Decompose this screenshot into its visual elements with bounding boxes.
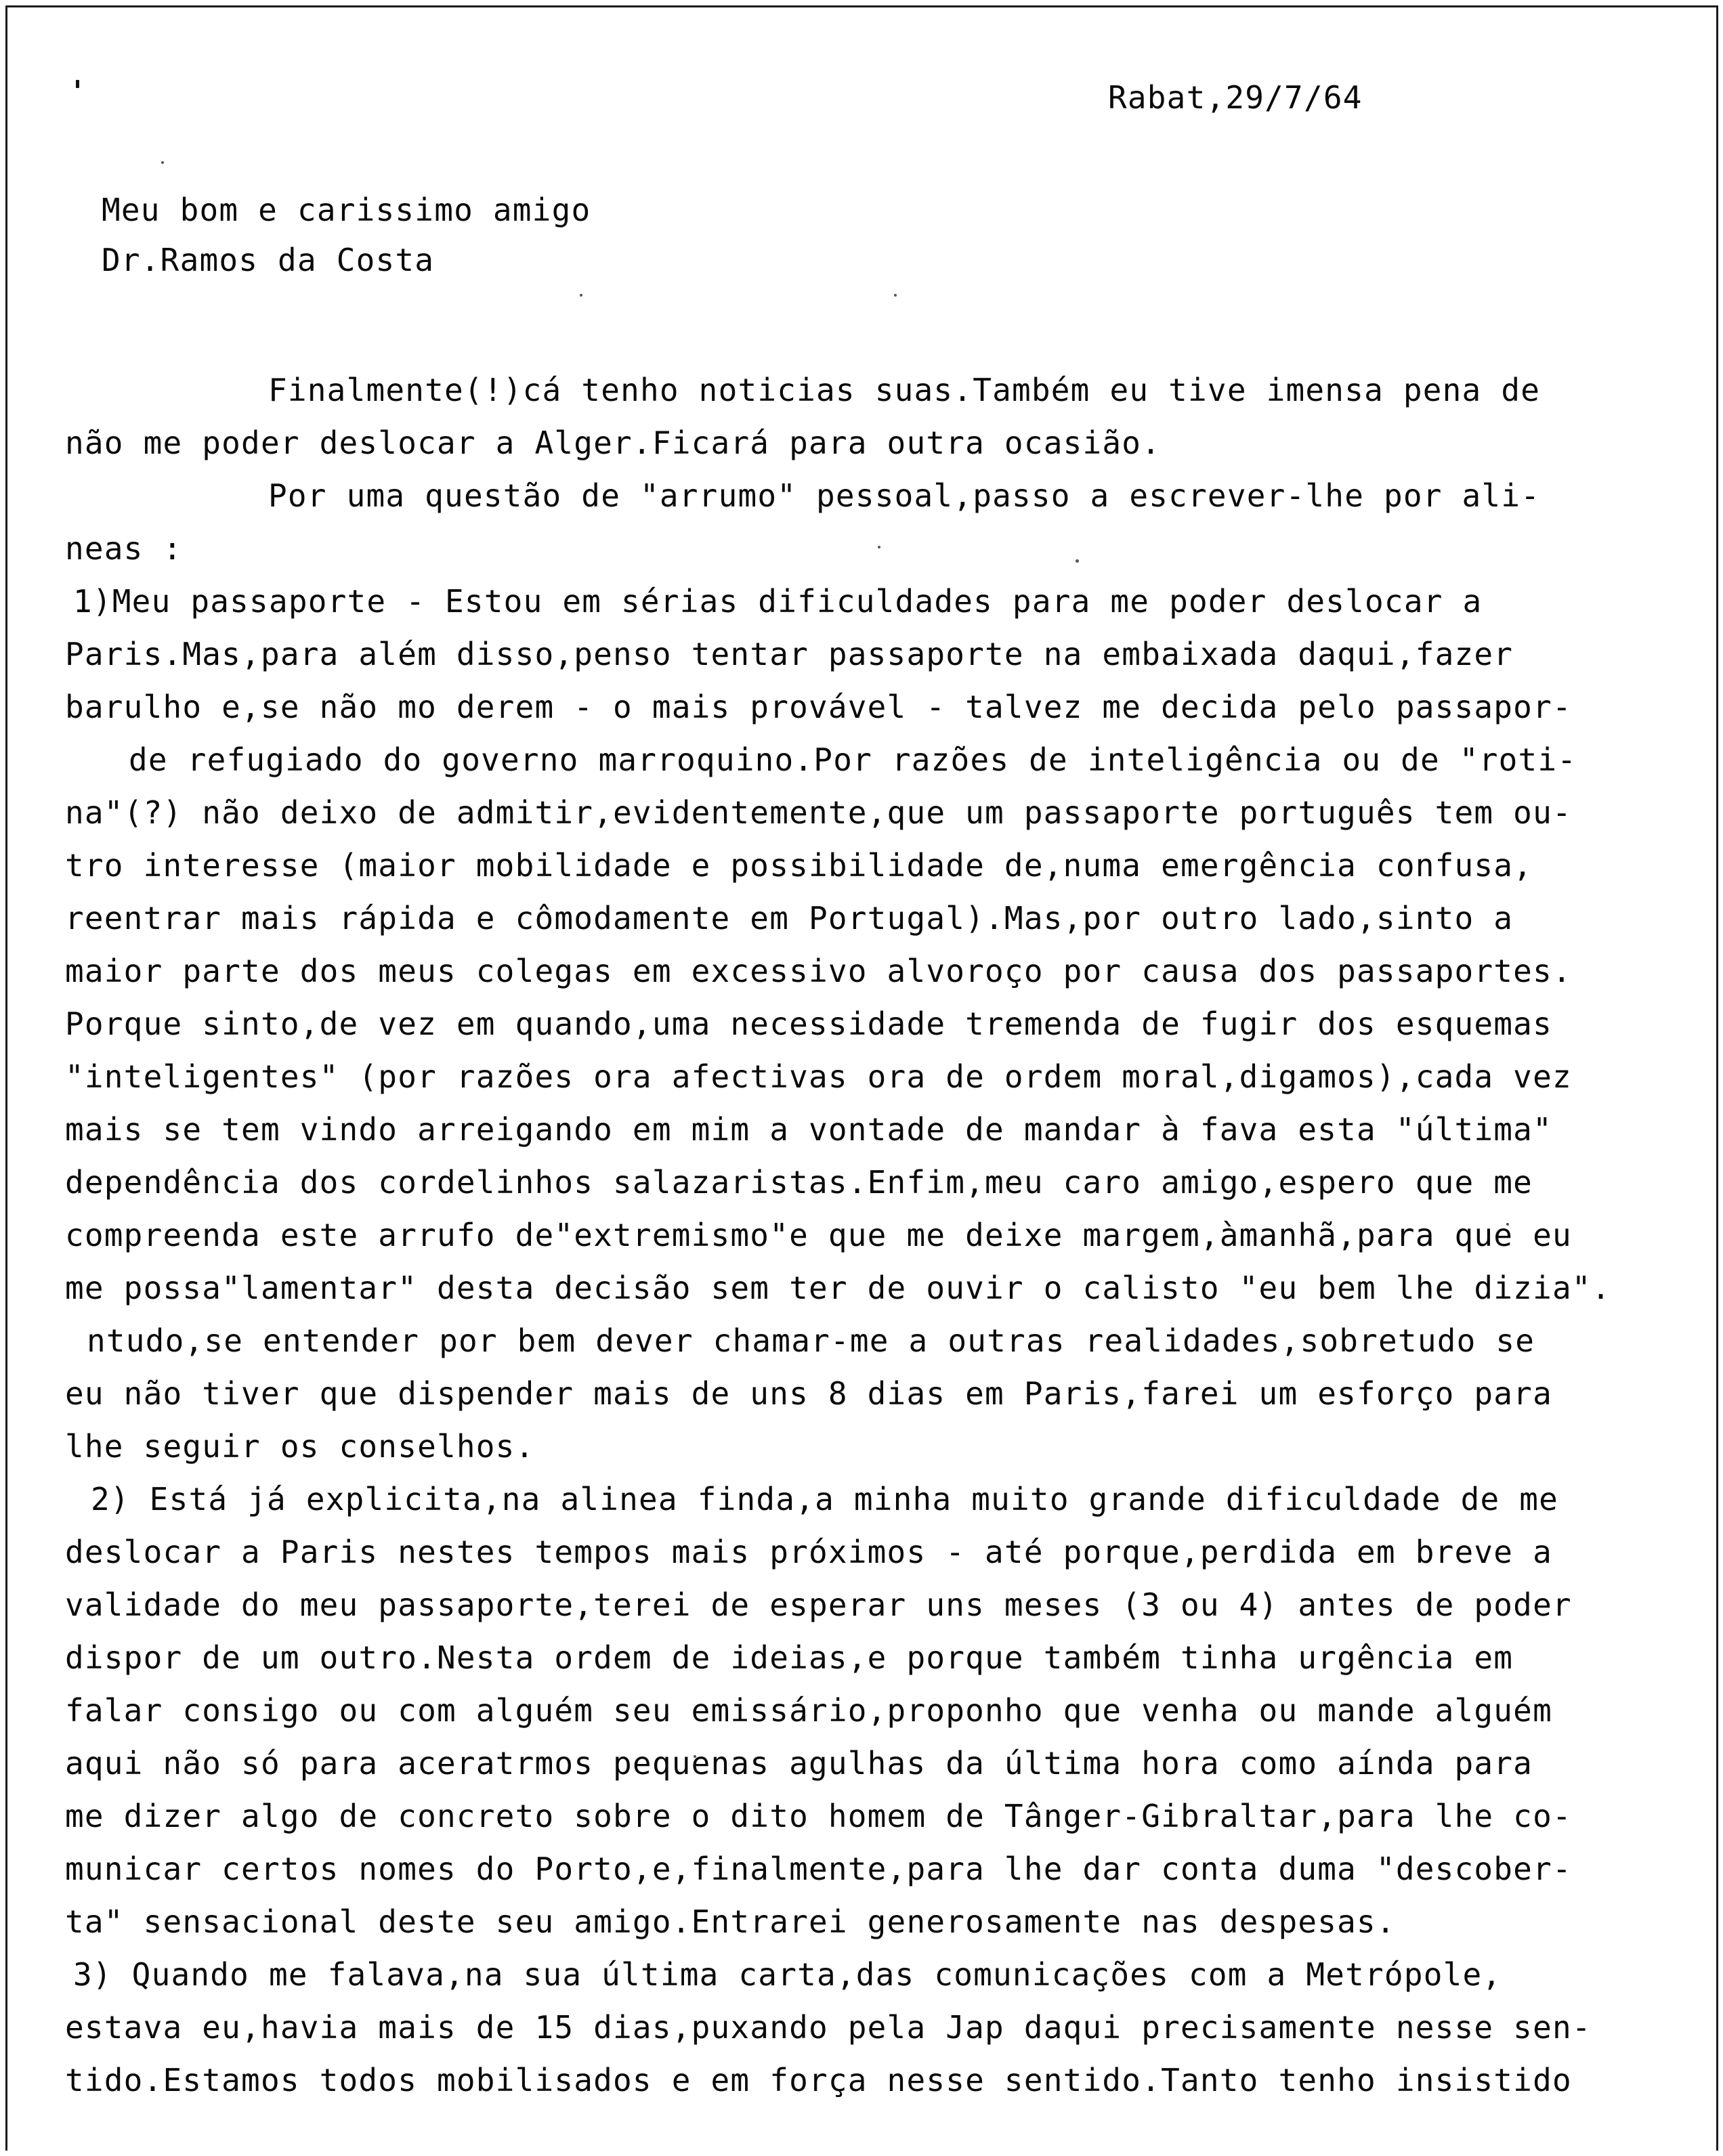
body-line-29: municar certos nomes do Porto,e,finalmente,para lhe dar conta duma "descober- — [65, 1851, 1572, 1887]
body-line-22: 2) Está já explicita,na alinea finda,a minha muito grande dificuldade de me — [91, 1481, 1559, 1517]
body-line-30: ta" sensacional deste seu amigo.Entrarei generosamente nas despesas. — [65, 1903, 1396, 1940]
salutation-line-2: Dr.Ramos da Costa — [102, 242, 435, 278]
body-line-27: aqui não só para aceratrmos pequenas agulhas da última hora como aínda para — [65, 1745, 1533, 1782]
body-line-4: neas : — [65, 530, 183, 567]
body-line-14: "inteligentes" (por razões ora afectivas ora de ordem moral,digamos),cada vez — [65, 1058, 1572, 1095]
page-border-left — [5, 5, 7, 2151]
body-line-19: ntudo,se entender por bem dever chamar-me a outras realidades,sobretudo se — [87, 1322, 1535, 1359]
body-line-13: Porque sinto,de vez em quando,uma necessidade tremenda de fugir dos esquemas — [65, 1006, 1552, 1042]
body-line-31: 3) Quando me falava,na sua última carta,das comunicações com a Metrópole, — [73, 1956, 1502, 1993]
body-line-21: lhe seguir os conselhos. — [65, 1428, 535, 1465]
body-line-20: eu não tiver que dispender mais de uns 8 dias em Paris,farei um esforço para — [65, 1375, 1552, 1412]
body-line-2: não me poder deslocar a Alger.Ficará para outra ocasião. — [65, 425, 1162, 461]
body-line-8: de refugiado do governo marroquino.Por razões de inteligência ou de "roti- — [129, 741, 1577, 778]
body-line-1: Finalmente(!)cá tenho noticias suas.Também eu tive imensa pena de — [268, 372, 1541, 408]
salutation-line-1: Meu bom e carissimo amigo — [102, 192, 591, 228]
body-line-25: dispor de um outro.Nesta ordem de ideias,e porque também tinha urgência em — [65, 1639, 1514, 1676]
body-line-3: Por uma questão de "arrumo" pessoal,passo a escrever-lhe por ali- — [268, 477, 1541, 514]
body-line-15: mais se tem vindo arreigando em mim a vontade de mandar à fava esta "última" — [65, 1111, 1552, 1148]
body-line-28: me dizer algo de concreto sobre o dito homem de Tânger-Gibraltar,para lhe co- — [65, 1798, 1572, 1834]
body-line-16: dependência dos cordelinhos salazaristas.Enfim,meu caro amigo,espero que me — [65, 1164, 1533, 1201]
body-line-18: me possa"lamentar" desta decisão sem ter de ouvir o calisto "eu bem lhe dizia". — [65, 1270, 1611, 1306]
page-border-top — [5, 5, 1718, 7]
body-line-24: validade do meu passaporte,terei de esperar uns meses (3 ou 4) antes de poder — [65, 1587, 1572, 1623]
body-line-9: na"(?) não deixo de admitir,evidentemente,que um passaporte português tem ou- — [65, 794, 1572, 831]
body-line-7: barulho e,se não mo derem - o mais provável - talvez me decida pelo passapor- — [65, 689, 1572, 725]
letter-place-date: Rabat,29/7/64 — [1108, 79, 1363, 116]
body-line-11: reentrar mais rápida e cômodamente em Portugal).Mas,por outro lado,sinto a — [65, 900, 1514, 936]
body-line-23: deslocar a Paris nestes tempos mais próximos - até porque,perdida em breve a — [65, 1534, 1552, 1570]
body-line-6: Paris.Mas,para além disso,penso tentar passaporte na embaixada daqui,fazer — [65, 636, 1514, 672]
body-line-10: tro interesse (maior mobilidade e possibilidade de,numa emergência confusa, — [65, 847, 1533, 884]
body-line-26: falar consigo ou com alguém seu emissário,proponho que venha ou mande alguém — [65, 1692, 1552, 1729]
body-line-33: tido.Estamos todos mobilisados e em força nesse sentido.Tanto tenho insistido — [65, 2062, 1572, 2098]
body-line-12: maior parte dos meus colegas em excessivo alvoroço por causa dos passaportes. — [65, 953, 1572, 989]
body-line-32: estava eu,havia mais de 15 dias,puxando pela Jap daqui precisamente nesse sen- — [65, 2009, 1592, 2046]
body-line-17: compreenda este arrufo de"extremismo"e que me deixe margem,àmanhã,para que eu — [65, 1217, 1572, 1253]
body-line-5: 1)Meu passaporte - Estou em sérias dificuldades para me poder deslocar a — [73, 583, 1483, 620]
page-border-right — [1716, 5, 1718, 2151]
